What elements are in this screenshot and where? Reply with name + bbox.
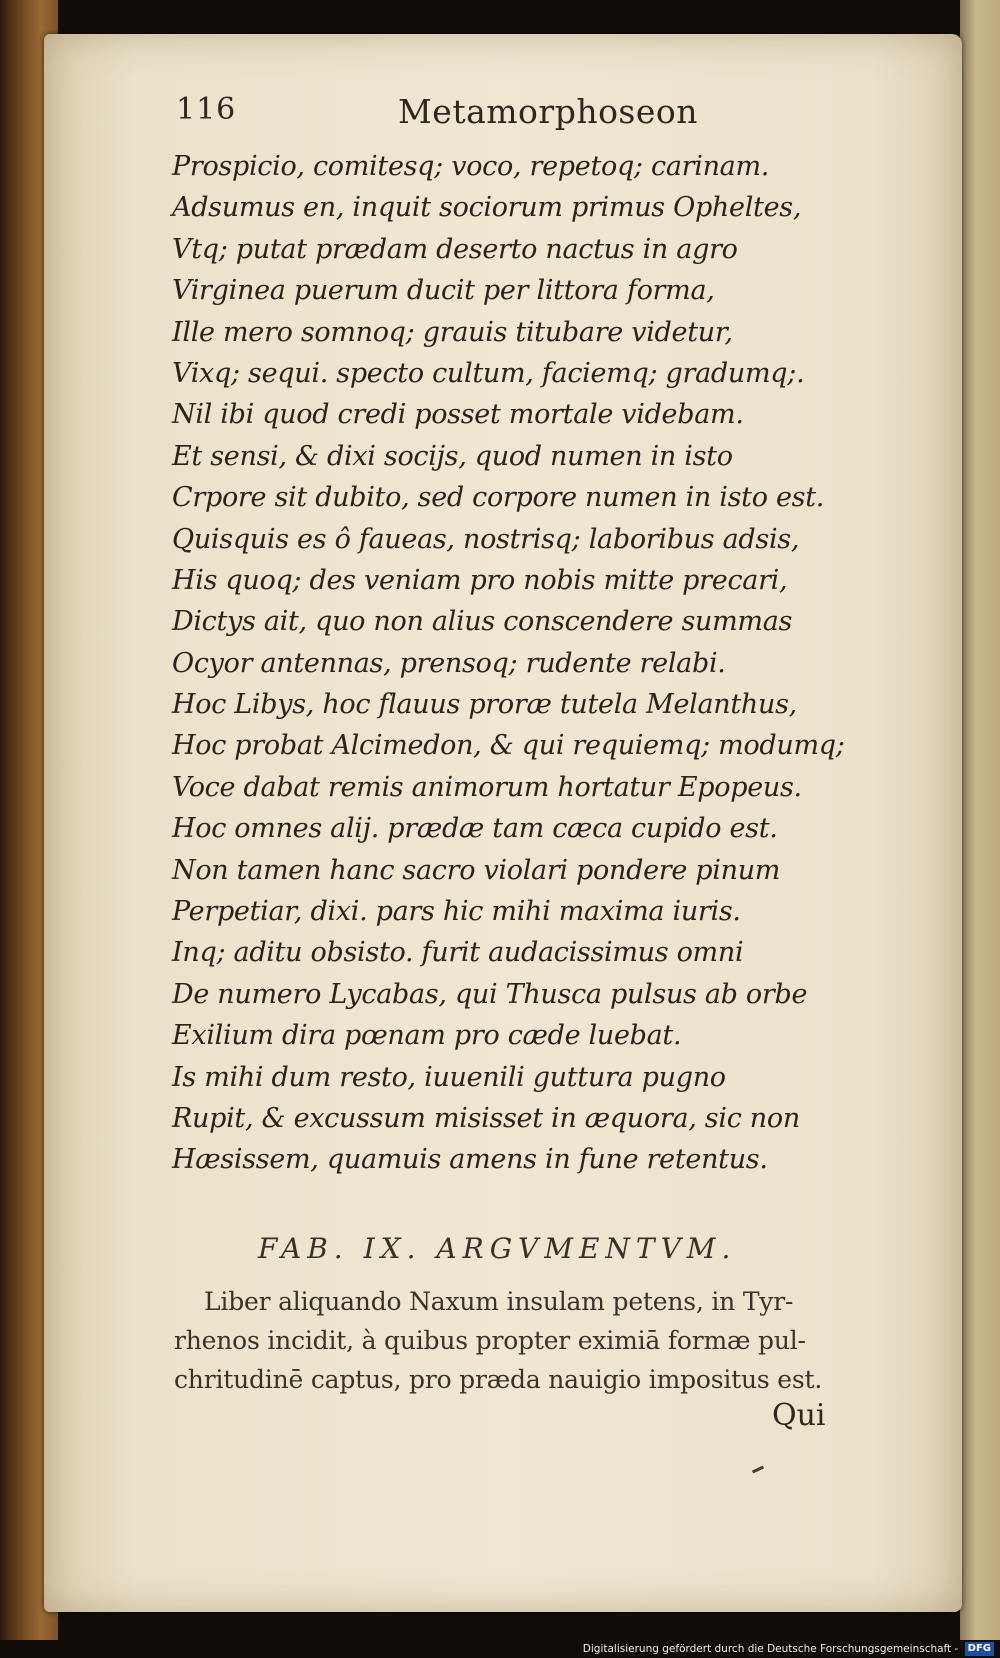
verse-line: His quoq; des veniam pro nobis mitte precari, [172, 564, 788, 596]
verse-line: Dictys ait, quo non alius conscendere summas [172, 606, 793, 638]
argument-line: rhenos incidit, à quibus propter eximiā formæ pul- [174, 1326, 806, 1355]
verse-line: Perpetiar, dixi. pars hic mihi maxima iuris. [172, 896, 741, 928]
argument-paragraph [174, 1282, 834, 1399]
verse-line: Non tamen hanc sacro violari pondere pinum [172, 854, 781, 886]
verse-line: Vtq; putat prædam deserto nactus in agro [172, 233, 738, 265]
verse-line: Exilium dira pœnam pro cæde luebat. [172, 1020, 682, 1052]
verse-line: Vixq; sequi. specto cultum, faciemq; gradumq;. [172, 357, 805, 389]
verse-line: Crpore sit dubito, sed corpore numen in isto est. [172, 482, 825, 514]
argument-line: Liber aliquando Naxum insulam petens, in Tyr- [204, 1287, 794, 1316]
verse-line: Is mihi dum resto, iuuenili guttura pugno [172, 1061, 726, 1093]
verse-block [172, 146, 845, 1181]
fable-heading: FAB. IX. ARGVMENTVM. [258, 1232, 737, 1265]
verse-line: Hæsissem, quamuis amens in fune retentus. [172, 1144, 768, 1176]
verse-line: Hoc Libys, hoc flauus proræ tutela Melanthus, [172, 689, 797, 721]
facing-page-edge [960, 0, 1000, 1640]
argument-line: chritudinē captus, pro præda nauigio impositus est. [174, 1365, 823, 1394]
verse-line: Ille mero somnoq; grauis titubare videtur, [172, 316, 733, 348]
verse-line: Virginea puerum ducit per littora forma, [172, 275, 715, 307]
footer-text: Digitalisierung gefördert durch die Deutsche Forschungsgemeinschaft - [582, 1643, 959, 1655]
verse-line: Voce dabat remis animorum hortatur Epopeus. [172, 771, 802, 803]
verse-line: Et sensi, & dixi socijs, quod numen in isto [172, 440, 733, 472]
page-number: 116 [176, 92, 237, 127]
verse-line: Rupit, & excussum misisset in æquora, sic non [172, 1102, 800, 1134]
verse-line: Ocyor antennas, prensoq; rudente relabi. [172, 647, 726, 679]
verse-line: Quisquis es ô faueas, nostrisq; laboribus adsis, [172, 523, 800, 555]
verse-line: Nil ibi quod credi posset mortale videbam. [172, 399, 744, 431]
verse-line: Prospicio, comitesq; voco, repetoq; carinam. [172, 151, 770, 182]
verse-line: Hoc probat Alcimedon, & qui requiemq; modumq; [172, 730, 845, 762]
catchword: Qui [772, 1398, 826, 1433]
digitization-footer [583, 1640, 994, 1658]
verse-line: Inq; aditu obsisto. furit audacissimus omni [172, 937, 744, 969]
verse-line: De numero Lycabas, qui Thusca pulsus ab orbe [172, 978, 808, 1010]
verse-line: Hoc omnes alij. prædæ tam cæca cupido est. [172, 813, 778, 845]
dfg-logo: DFG [965, 1642, 994, 1656]
running-title: Metamorphoseon [398, 92, 699, 131]
verse-line: Adsumus en, inquit sociorum primus Opheltes, [172, 192, 802, 224]
